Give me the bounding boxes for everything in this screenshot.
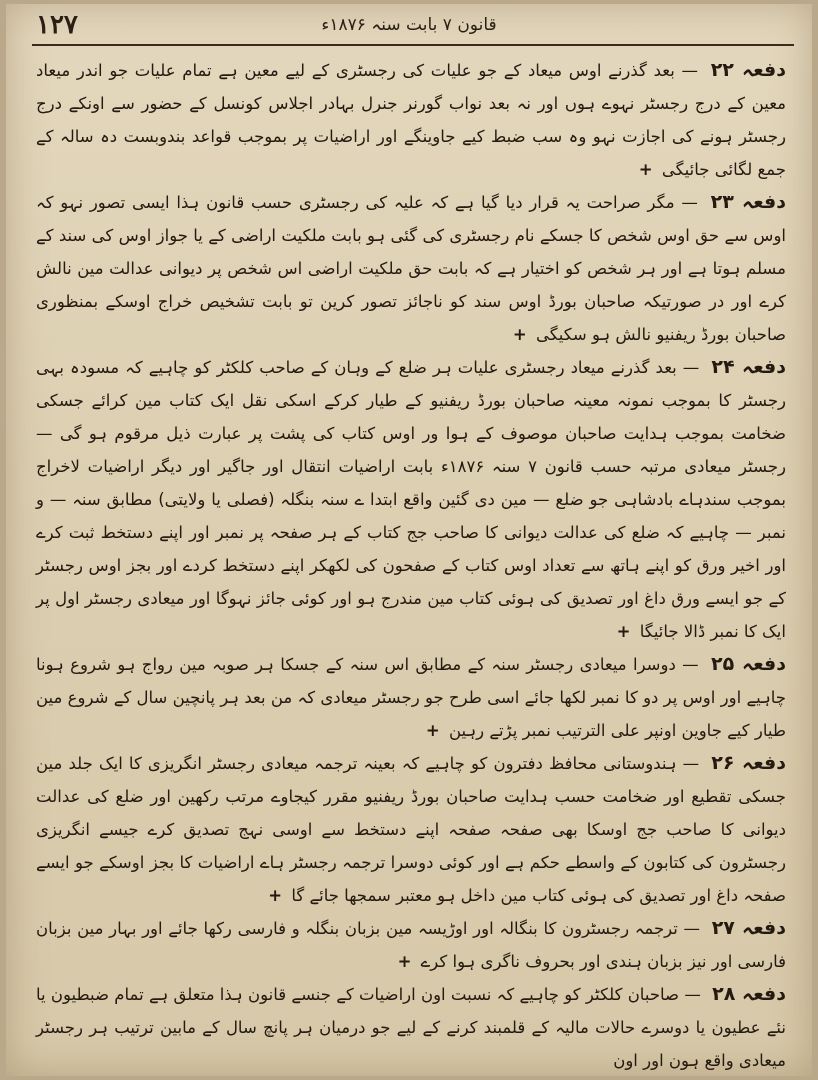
section-25 [36,648,786,747]
section-end-mark: + [397,952,412,971]
section-end-mark: + [616,622,631,641]
section-heading: دفعہ ۲۷ [711,917,786,939]
section-23 [36,186,786,351]
section-heading: دفعہ ۲۵ [711,653,787,675]
section-end-mark: + [268,886,283,905]
document-body [36,54,786,1077]
section-text: — صاحبان کلکٹر کو چاہیے کہ نسبت اون اراضیات کے جنسے قانون ہذا متعلق ہے تمام ضبطیون یا نئے عطیون یا دوسرے حالات مالیہ کے قلمبند کرنے کے لیے جو درمیان ہر پانچ سال کے مابین ترتیب ہر رجسٹر میعادی واقع ہون اور اون [36,985,786,1070]
running-title: قانون ۷ بابت سنہ ۱۸۷۶ء [321,15,497,35]
section-end-mark: + [425,721,440,740]
section-heading: دفعہ ۲۳ [710,191,786,213]
section-heading: دفعہ ۲۴ [711,356,786,378]
page-header [6,4,812,48]
document-page [6,4,812,1076]
section-text: — بعد گذرنے اوس میعاد کے جو علیات کی رجسٹری کے لیے معین ہے تمام علیات جو اندر میعاد معین کے درج رجسٹر نہوے ہوں اور نہ بعد نواب گورنر جنرل بہادر اجلاس کونسل کے حضور سے اونکے درج رجسٹر ہونے کی اجازت نہو وہ سب ضبط کیے جاوینگے اور اراضیات پر بموجب قواعد بندوبست دہ سالہ کے جمع لگائی جائیگی [36,61,786,179]
section-heading: دفعہ ۲۲ [710,59,786,81]
section-text: — دوسرا میعادی رجسٹر سنہ کے مطابق اس سنہ کے جسکا ہر صوبہ مین رواج ہو شروع ہونا چاہیے اور اوس پر دو کا نمبر لکھا جائے اسی طرح جو رجسٹر میعادی کہ من بعد ہر پانچین سال کے شروع مین طیار کیے جاوین اونپر علی الترتیب نمبر پڑتے رہین [36,655,786,740]
section-text: — ترجمہ رجسٹرون کا بنگالہ اور اوڑیسہ مین بزبان بنگلہ و فارسی رکھا جائے اور بہار مین بزبان فارسی اور نیز بزبان ہندی اور بحروف ناگری ہوا کرے [36,919,786,971]
section-26 [36,747,786,912]
section-22 [36,54,786,186]
page-number: ۱۲۷ [36,10,78,40]
section-28 [36,978,786,1077]
section-27 [36,912,786,978]
section-24 [36,351,786,648]
section-text: — بعد گذرنے میعاد رجسٹری علیات ہر ضلع کے وہان کے صاحب کلکٹر کو چاہیے کہ مسودہ بہی رجسٹر کا بموجب نمونہ معینہ صاحبان بورڈ ریفنیو کے طیار کرکے اسکی نقل ایک کتاب مین کرائے جسکی ضخامت بموجب ہدایت صاحبان موصوف کے ہوا ور اوس کتاب کی پشت پر عبارت ذیل مرقوم ہو گی — رجسٹر میعادی مرتبہ حسب قانون ۷ سنہ ۱۸۷۶ء بابت اراضیات انتقال اور جاگیر اور دیگر اراضیات لاخراج بموجب سندہاے بادشاہی جو ضلع — مین دی گئین واقع ابتدا ے سنہ بنگلہ (فصلی یا ولایتی) مطابق سنہ — و نمبر — چاہیے کہ ضلع کی عدالت دیوانی کا صاحب جج کتاب کے ہر صفحہ پر نمبر اور اپنے دستخط ثبت کرے اور اخیر ورق کو اپنے ہاتھ سے تعداد اوس کتاب کے صفحون کی لکھکر اپنے دستخط کردے اور بجز اوس رجسٹر کے جو ایسے ورق داغ اور تصدیق کی ہوئی کتاب مین مندرج ہو اور کوئی جائز نہوگا اور میعادی رجسٹر اول پر ایک کا نمبر ڈالا جائیگا [36,358,786,641]
section-heading: دفعہ ۲۶ [711,752,786,774]
section-text: — مگر صراحت یہ قرار دیا گیا ہے کہ علیہ کی رجسٹری حسب قانون ہذا ایسی تصور نہو کہ اوس سے حق اوس شخص کا جسکے نام رجسٹری کی گئی ہو بابت ملکیت اراضی کے یا جواز اوس کی سند کے مسلم ہوتا ہے اور ہر شخص کو اختیار ہے کہ بابت حق ملکیت اراضی اس شخص پر دیوانی عدالت مین نالش کرے اور در صورتیکہ صاحبان بورڈ اوس سند کو ناجائز تصور کرین تو بابت تشخیص خراج اوسکے بمنظوری صاحبان بورڈ ریفنیو نالش ہو سکیگی [36,193,786,344]
section-text: — ہندوستانی محافظ دفترون کو چاہیے کہ بعینہ ترجمہ میعادی رجسٹر انگریزی کا ایک جلد مین جسکی تقطیع اور ضخامت حسب ہدایت صاحبان بورڈ ریفنیو مقرر کیجاوے مرتب رکھین اور ضلع کی عدالت دیوانی کا صاحب جج اوسکا بھی صفحہ صفحہ اپنے دستخط سے اوسی نہج تصدیق کرے جیسے انگریزی رجسٹرون کی کتابون کے واسطے حکم ہے اور کوئی دوسرا ترجمہ رجسٹر ہاے اراضیات کا بجز اوسکے جو ایسے صفحہ داغ اور تصدیق کی ہوئی کتاب مین داخل ہو معتبر سمجھا جائے گا [36,754,786,905]
section-end-mark: + [638,160,653,179]
section-heading: دفعہ ۲۸ [712,983,786,1005]
section-end-mark: + [512,325,527,344]
header-rule [32,44,794,46]
